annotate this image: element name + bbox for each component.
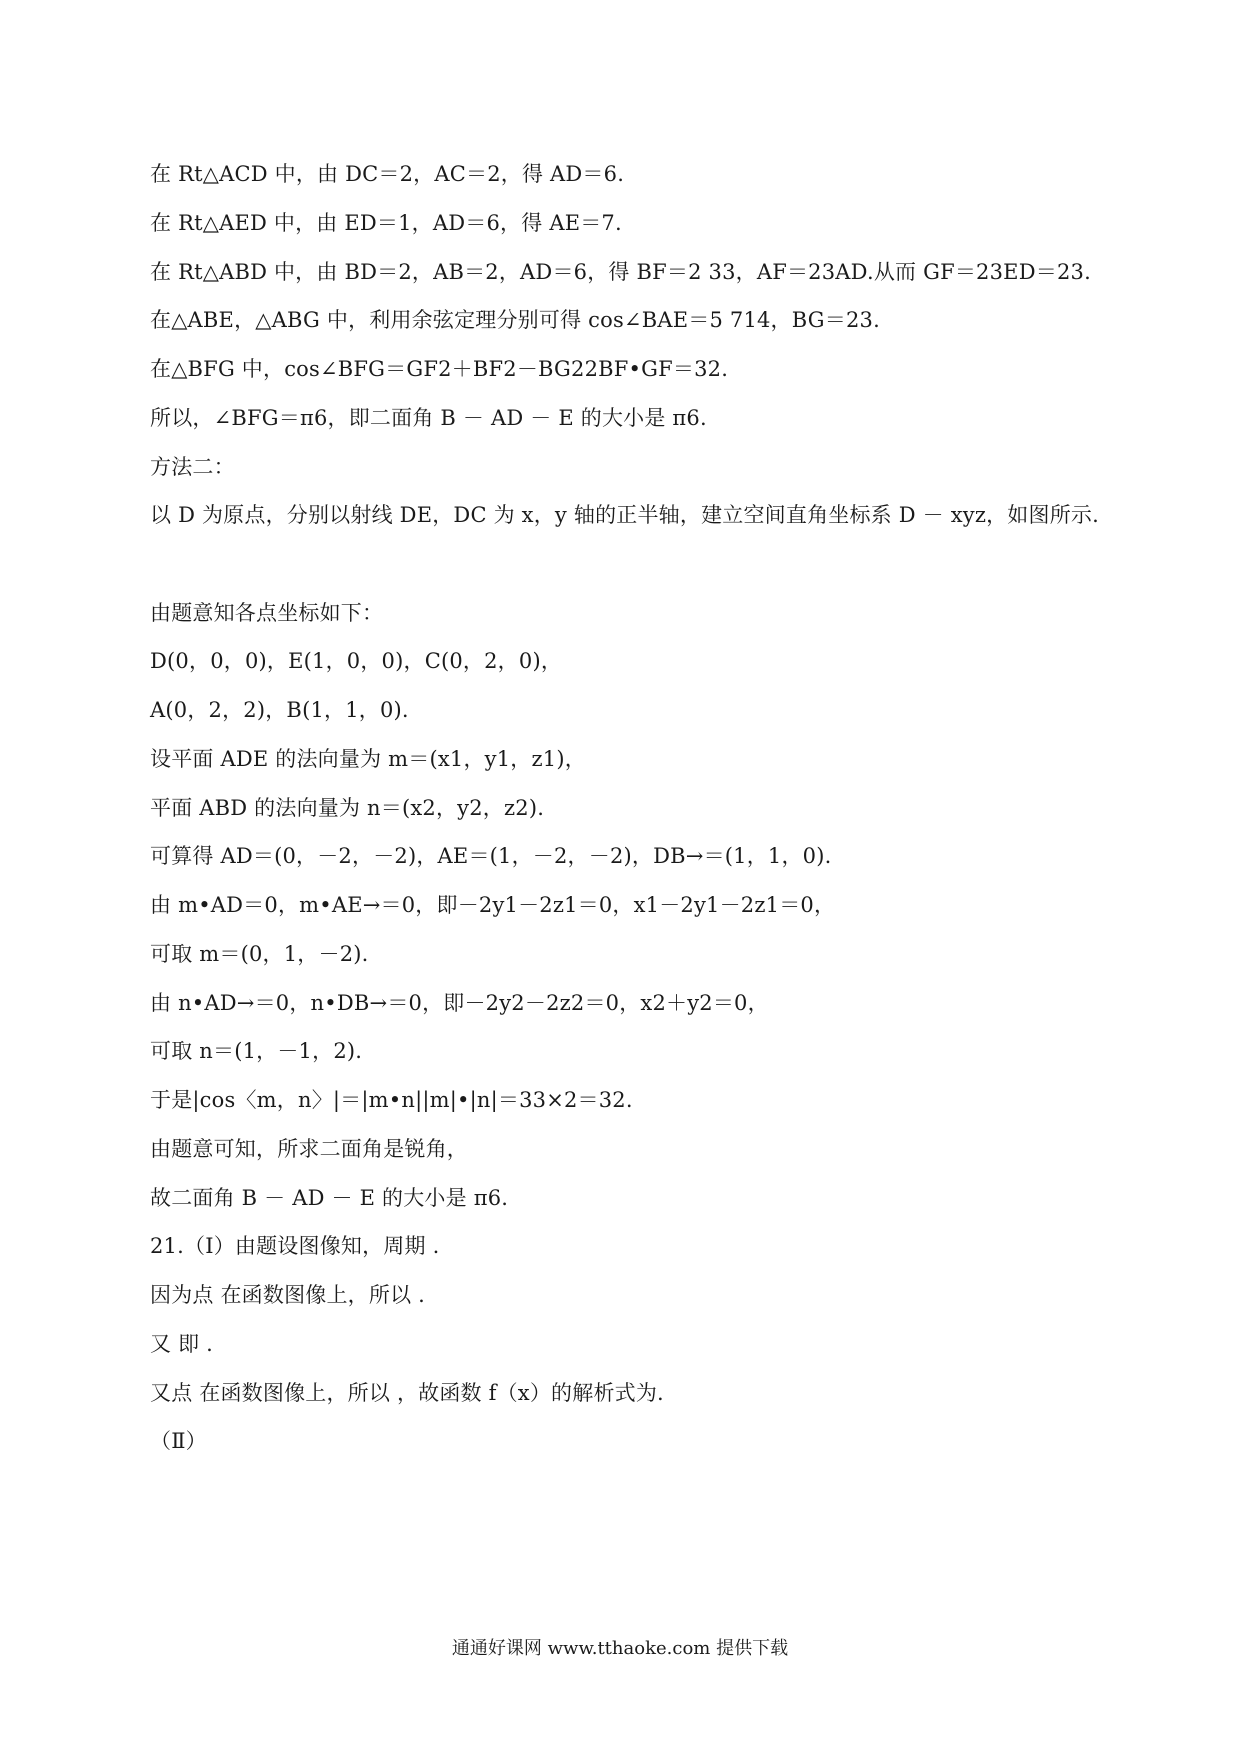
text-line: 方法二： bbox=[150, 455, 235, 479]
text-line: 在△BFG 中，cos∠BFG＝GF2＋BF2－BG22BF•GF＝32. bbox=[150, 357, 729, 381]
text-line: D(0，0，0)，E(1，0，0)，C(0，2，0)， bbox=[150, 649, 563, 673]
text-line: 可取 n＝(1，－1，2). bbox=[150, 1039, 363, 1063]
text-line: （Ⅱ） bbox=[150, 1429, 207, 1453]
text-line: 又点 在函数图像上，所以 ，故函数 f（x）的解析式为. bbox=[150, 1381, 664, 1405]
text-line: 于是|cos〈m，n〉|＝|m•n||m|•|n|＝33×2＝32. bbox=[150, 1088, 633, 1112]
text-line: 可取 m＝(0，1，－2). bbox=[150, 942, 369, 966]
text-line: 在△ABE，△ABG 中，利用余弦定理分别可得 cos∠BAE＝5 714，BG＝23. bbox=[150, 308, 880, 332]
text-line: 21.（Ⅰ）由题设图像知，周期 . bbox=[150, 1234, 440, 1258]
text-line: 由 n•AD→＝0，n•DB→＝0，即－2y2－2z2＝0，x2＋y2＝0， bbox=[150, 991, 769, 1015]
text-line: A(0，2，2)，B(1，1，0). bbox=[150, 698, 409, 722]
text-line: 由 m•AD＝0，m•AE→＝0，即－2y1－2z1＝0，x1－2y1－2z1＝0， bbox=[150, 893, 836, 917]
text-line: 因为点 在函数图像上，所以 . bbox=[150, 1283, 426, 1307]
page-footer: 通通好课网 www.tthaoke.com 提供下载 bbox=[451, 1638, 789, 1659]
text-line: 由题意可知，所求二面角是锐角， bbox=[150, 1137, 468, 1161]
text-line: 故二面角 B － AD － E 的大小是 π6. bbox=[150, 1186, 509, 1210]
text-line: 由题意知各点坐标如下： bbox=[150, 601, 384, 625]
text-line: 又 即 . bbox=[150, 1332, 214, 1356]
text-line: 在 Rt△ABD 中，由 BD＝2，AB＝2，AD＝6，得 BF＝2 33，AF＝23AD.从而 GF＝23ED＝23. bbox=[150, 260, 1091, 284]
text-line: 在 Rt△ACD 中，由 DC＝2，AC＝2，得 AD＝6. bbox=[150, 162, 625, 186]
text-line: 在 Rt△AED 中，由 ED＝1，AD＝6，得 AE＝7. bbox=[150, 211, 622, 235]
text-line: 可算得 AD＝(0，－2，－2)，AE＝(1，－2，－2)，DB→＝(1，1，0). bbox=[150, 844, 832, 868]
text-line: 设平面 ADE 的法向量为 m＝(x1，y1，z1)， bbox=[150, 747, 586, 771]
text-line: 所以，∠BFG＝π6，即二面角 B － AD － E 的大小是 π6. bbox=[150, 406, 707, 430]
text-line: 以 D 为原点，分别以射线 DE，DC 为 x，y 轴的正半轴，建立空间直角坐标系 D － xyz，如图所示. bbox=[150, 503, 1099, 527]
text-line: 平面 ABD 的法向量为 n＝(x2，y2，z2). bbox=[150, 796, 545, 820]
